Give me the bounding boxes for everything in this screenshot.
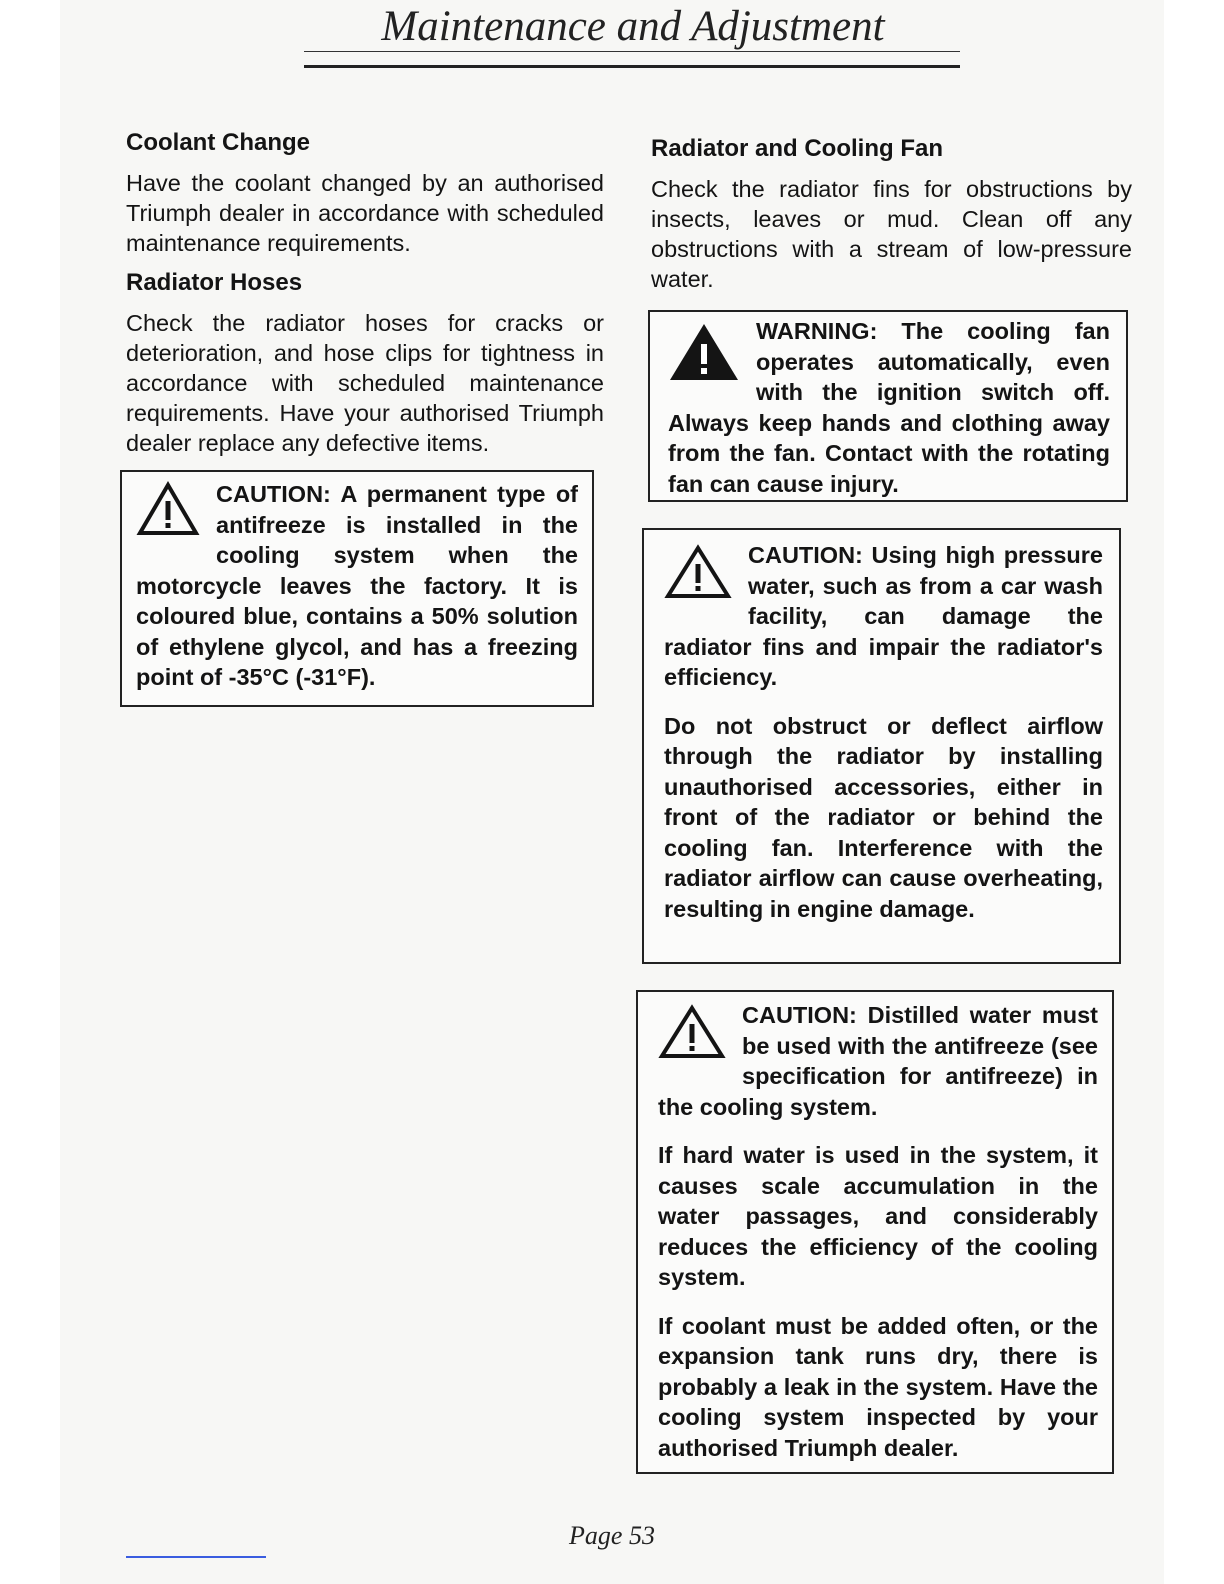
header-rule-thin (304, 51, 960, 52)
coolant-change-body: Have the coolant changed by an authorised Triumph dealer in accordance with scheduled maintenance requirements. (126, 170, 604, 256)
warning-fan-text: WARNING: The cooling fan operates automatically, even with the ignition switch off. Always keep hands and clothing away from the fan. Contact with the rotating fan can cause injury. (668, 318, 1110, 497)
warning-triangle-icon (668, 322, 740, 390)
header-rule-thick (304, 65, 960, 68)
radiator-hoses-body: Check the radiator hoses for cracks or deterioration, and hose clips for tightness in accordance with scheduled maintenance requirements. Have your authorised Triumph dealer replace any defective items. (126, 310, 604, 456)
section-coolant-change (126, 128, 604, 258)
caution-antifreeze-box (120, 470, 594, 707)
caution-antifreeze-text: CAUTION: A permanent type of antifreeze is installed in the cooling system when the motorcycle leaves the factory. It is coloured blue, contains a 50% solution of ethylene glycol, and has a freezing point of -35°C (-31°F). (136, 481, 578, 690)
caution-water-text-2: If hard water is used in the system, it causes scale accumulation in the water passages, and considerably reduces the efficiency of the cooling system. (658, 1142, 1098, 1290)
radiator-fan-heading: Radiator and Cooling Fan (651, 135, 943, 162)
radiator-fan-body: Check the radiator fins for obstructions by insects, leaves or mud. Clean off any obstructions with a stream of low-pressure water. (651, 176, 1132, 292)
caution-pressure-text-2: Do not obstruct or deflect airflow through the radiator by installing unauthorised accessories, either in front of the radiator or behind the cooling fan. Interference with the radiator airflow can cause overheating, resulting in engine damage. (664, 712, 1103, 922)
section-radiator-fan (651, 134, 1132, 294)
coolant-change-heading: Coolant Change (126, 129, 310, 156)
caution-triangle-icon (136, 481, 200, 545)
right-column (651, 134, 1132, 304)
page-number: Page 53 (569, 1521, 655, 1550)
caution-pressure-text-1: CAUTION: Using high pressure water, such as from a car wash facility, can damage the radiator fins and impair the radiator's efficiency. (664, 542, 1103, 690)
page-title: Maintenance and Adjustment (381, 3, 885, 50)
caution-water-text-3: If coolant must be added often, or the expansion tank runs dry, there is probably a leak in the system. Have the cooling system inspected by your authorised Triumph dealer. (658, 1312, 1098, 1461)
caution-triangle-icon (664, 544, 732, 608)
section-radiator-hoses (126, 268, 604, 458)
left-column (126, 128, 604, 690)
caution-pressure-box (642, 528, 1121, 964)
caution-triangle-icon (658, 1004, 726, 1068)
footer-link-underline (126, 1556, 266, 1558)
caution-water-text-1: CAUTION: Distilled water must be used with the antifreeze (see specification for antifreeze) in the cooling system. (658, 1002, 1098, 1120)
caution-water-box (636, 990, 1114, 1474)
radiator-hoses-heading: Radiator Hoses (126, 269, 303, 296)
warning-fan-box (648, 310, 1128, 502)
